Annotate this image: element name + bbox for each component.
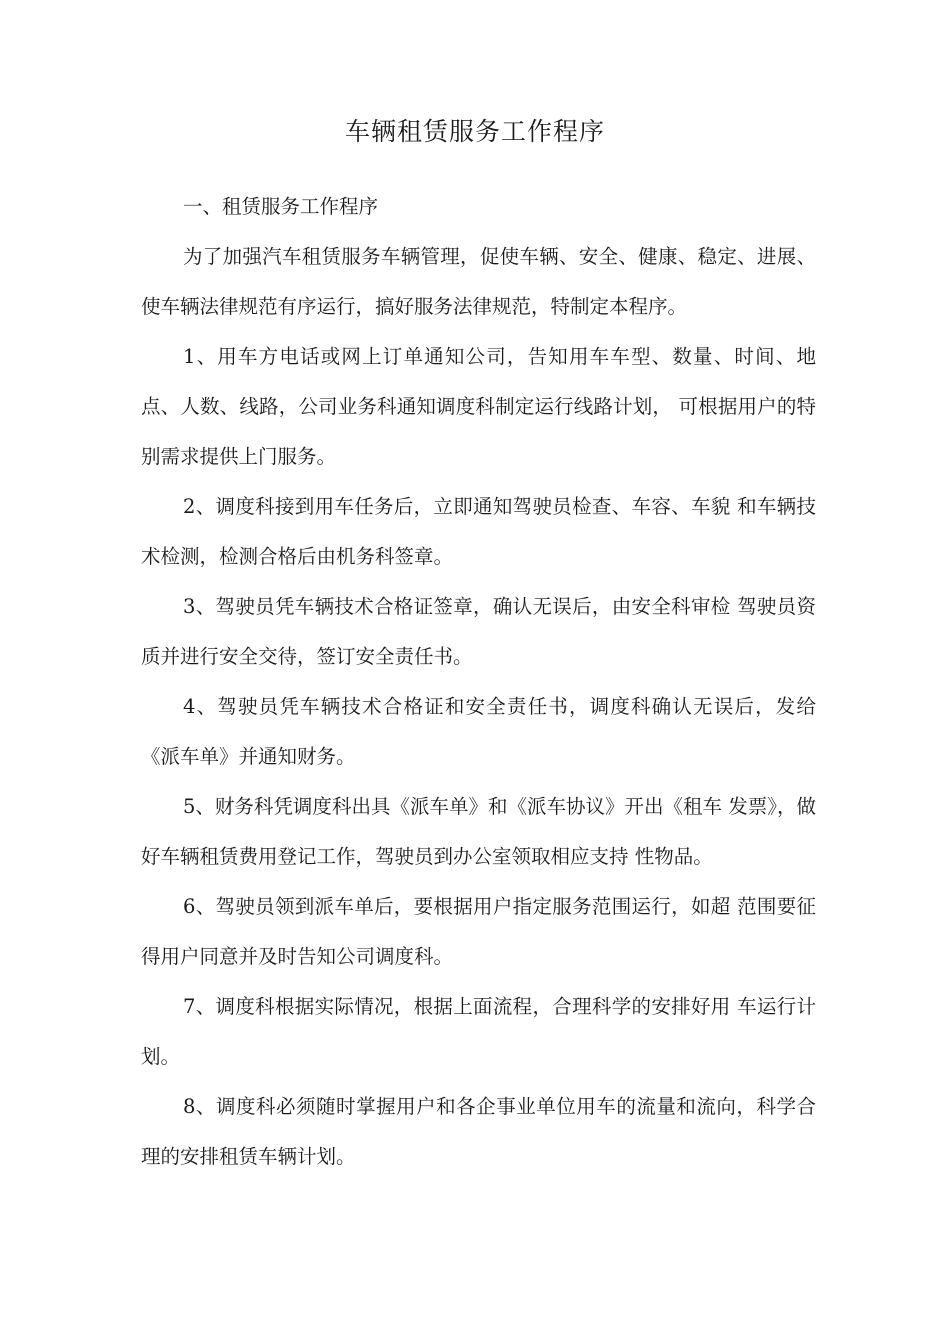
document-title: 车辆租赁服务工作程序: [344, 117, 605, 146]
paragraph-step-3: 3、驾驶员凭车辆技术合格证签章，确认无误后，由安全科审检 驾驶员资质并进行安全交待，签订安全责任书。: [141, 595, 816, 668]
section-heading: 一、租赁服务工作程序: [183, 195, 379, 218]
document-body: [141, 182, 816, 1182]
paragraph-step-5: 5、财务科凭调度科出具《派车单》和《派车协议》开出《租车 发票》，做好车辆租赁费用登记工作，驾驶员到办公室领取相应支持 性物品。: [141, 795, 816, 868]
paragraph-step-4: 4、驾驶员凭车辆技术合格证和安全责任书，调度科确认无误后，发给《派车单》并通知财务。: [141, 695, 816, 768]
paragraph-step-1: 1、用车方电话或网上订单通知公司，告知用车车型、数量、时间、地点、人数、线路，公司业务科通知调度科制定运行线路计划， 可根据用户的特别需求提供上门服务。: [141, 345, 816, 468]
paragraph-step-7: 7、调度科根据实际情况，根据上面流程，合理科学的安排好用 车运行计划。: [141, 995, 816, 1068]
paragraph-step-2: 2、调度科接到用车任务后，立即通知驾驶员检查、车容、车貌 和车辆技术检测，检测合格后由机务科签章。: [141, 495, 816, 568]
paragraph-intro: 为了加强汽车租赁服务车辆管理，促使车辆、安全、健康、稳定、进展、使车辆法律规范有序运行，搞好服务法律规范，特制定本程序。: [141, 245, 816, 318]
paragraph-step-6: 6、驾驶员领到派车单后，要根据用户指定服务范围运行，如超 范围要征得用户同意并及时告知公司调度科。: [141, 895, 816, 968]
paragraph-step-8: 8、调度科必须随时掌握用户和各企事业单位用车的流量和流向，科学合理的安排租赁车辆计划。: [141, 1095, 816, 1168]
